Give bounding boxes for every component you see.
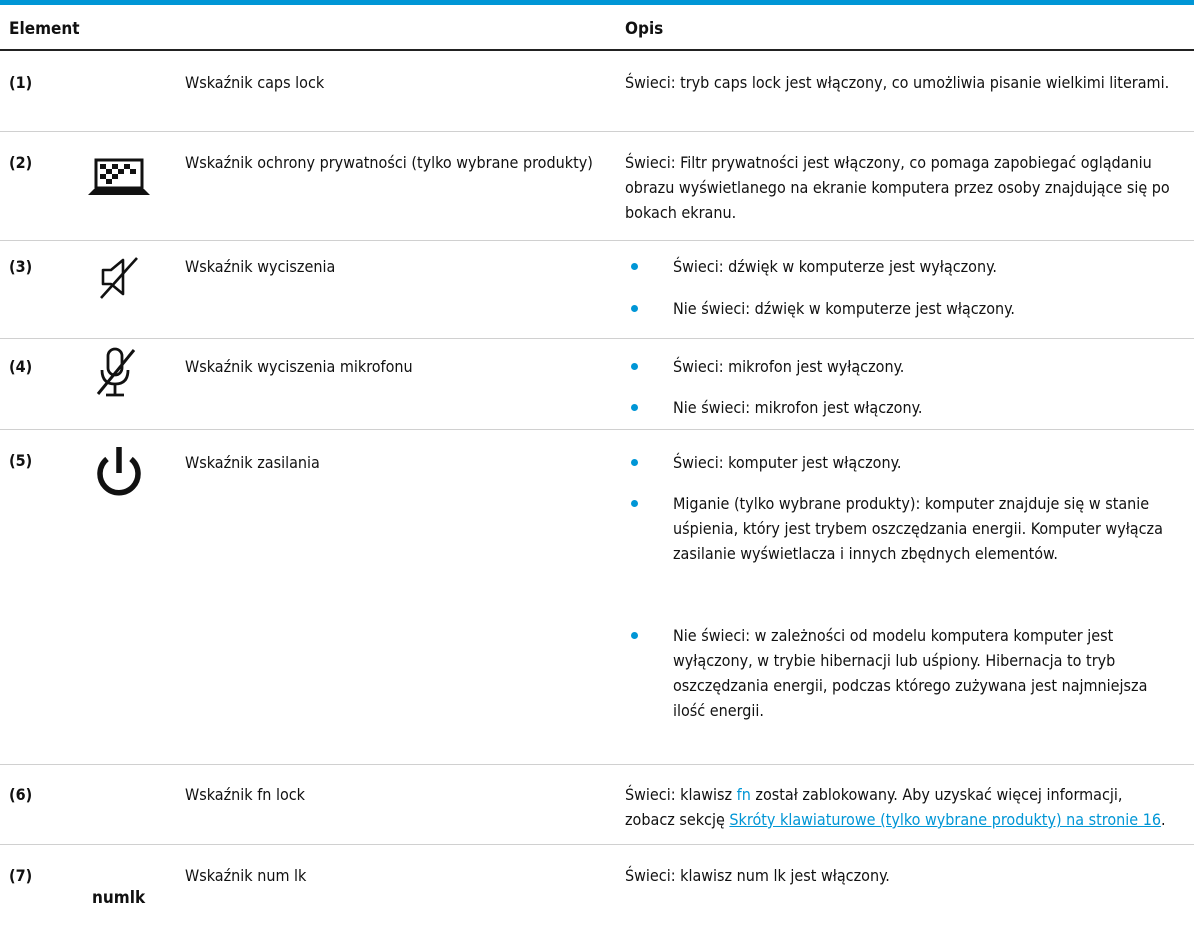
row-number: (6) bbox=[9, 785, 33, 804]
description-text: został zablokowany. Aby uzyskać więcej informacji, zobacz sekcję bbox=[625, 785, 1123, 829]
bullet-dot bbox=[631, 404, 638, 411]
power-icon bbox=[91, 445, 147, 501]
microphone-mute-icon bbox=[94, 346, 140, 402]
element-description: Świeci: Filtr prywatności jest włączony, co pomaga zapobiegać oglądaniu obrazu wyświetlanego na ekranie komputera przez osoby znajdujące się po bokach ekranu. bbox=[625, 153, 1170, 222]
header-opis: Opis bbox=[625, 19, 664, 39]
bullet-text: Nie świeci: dźwięk w komputerze jest włączony. bbox=[673, 299, 1015, 318]
element-description bbox=[625, 782, 1173, 832]
header-element: Element bbox=[9, 19, 80, 39]
row-number: (7) bbox=[9, 866, 33, 885]
bullet-dot bbox=[631, 632, 638, 639]
table-row bbox=[0, 429, 1194, 765]
bullet-dot bbox=[631, 263, 638, 270]
numlk-icon: numlk bbox=[92, 888, 146, 908]
element-name: Wskaźnik fn lock bbox=[185, 785, 306, 804]
row-number: (2) bbox=[9, 153, 33, 172]
table-row bbox=[0, 844, 1194, 932]
table-row bbox=[0, 131, 1194, 241]
element-description: Świeci: klawisz num lk jest włączony. bbox=[625, 866, 890, 885]
bullet-text: Nie świeci: mikrofon jest włączony. bbox=[673, 398, 923, 417]
bullet-text: Miganie (tylko wybrane produkty): komputer znajduje się w stanie uśpienia, który jest trybem oszczędzania energii. Komputer wyłącza zasilanie wyświetlacza i innych zbędnych elementów. bbox=[673, 494, 1163, 563]
table-row bbox=[0, 240, 1194, 339]
element-name: Wskaźnik num lk bbox=[185, 866, 307, 885]
bullet-text: Świeci: komputer jest włączony. bbox=[673, 453, 902, 472]
table-row bbox=[0, 764, 1194, 845]
row-number: (4) bbox=[9, 357, 33, 376]
element-name: Wskaźnik ochrony prywatności (tylko wybrane produkty) bbox=[185, 153, 593, 172]
bullet-dot bbox=[631, 459, 638, 466]
fn-key-label: fn bbox=[736, 785, 751, 804]
element-name: Wskaźnik zasilania bbox=[185, 453, 320, 472]
table-header bbox=[0, 5, 1194, 51]
element-name: Wskaźnik caps lock bbox=[185, 73, 325, 92]
element-description: Świeci: tryb caps lock jest włączony, co umożliwia pisanie wielkimi literami. bbox=[625, 73, 1170, 92]
bullet-dot bbox=[631, 500, 638, 507]
keyboard-shortcuts-link[interactable]: Skróty klawiaturowe (tylko wybrane produkty) na stronie 16 bbox=[729, 810, 1162, 829]
privacy-screen-icon bbox=[86, 158, 152, 196]
bullet-text: Świeci: dźwięk w komputerze jest wyłączony. bbox=[673, 257, 997, 276]
table-row bbox=[0, 338, 1194, 430]
bullet-dot bbox=[631, 363, 638, 370]
bullet-dot bbox=[631, 305, 638, 312]
table-row bbox=[0, 51, 1194, 132]
speaker-mute-icon bbox=[97, 252, 143, 302]
bullet-text: Świeci: mikrofon jest wyłączony. bbox=[673, 357, 905, 376]
row-number: (1) bbox=[9, 73, 33, 92]
element-name: Wskaźnik wyciszenia bbox=[185, 257, 336, 276]
row-number: (3) bbox=[9, 257, 33, 276]
row-number: (5) bbox=[9, 451, 33, 470]
element-name: Wskaźnik wyciszenia mikrofonu bbox=[185, 357, 413, 376]
description-text: . bbox=[1161, 810, 1166, 829]
bullet-text: Nie świeci: w zależności od modelu komputera komputer jest wyłączony, w trybie hibernacji lub uśpiony. Hibernacja to tryb oszczędzania energii, podczas którego zużywana jest najmniejsza ilość energii. bbox=[673, 626, 1148, 720]
description-text: Świeci: klawisz bbox=[625, 785, 737, 804]
